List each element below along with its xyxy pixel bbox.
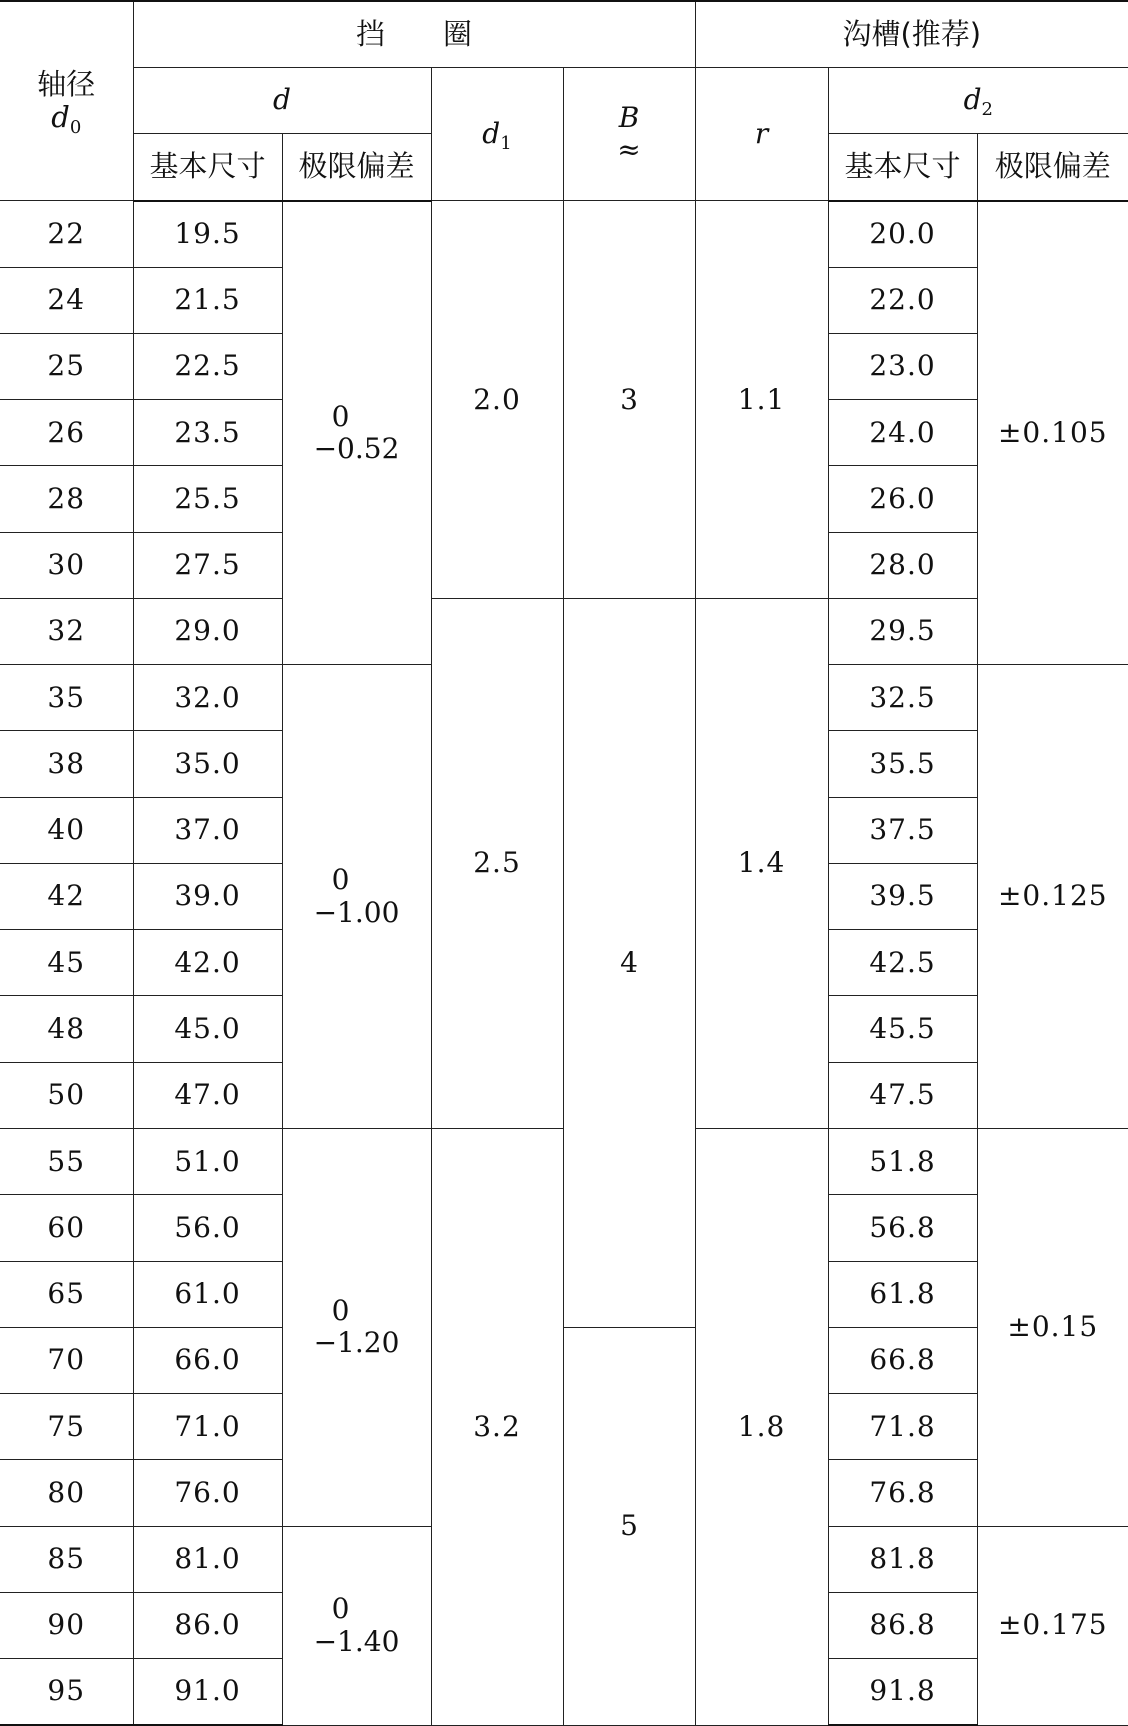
cell-d0: 24: [0, 267, 133, 333]
cell-d2-tolerance: ±0.175: [977, 1526, 1128, 1725]
header-d: d: [133, 67, 431, 133]
cell-d: 81.0: [133, 1526, 282, 1592]
cell-d2: 32.5: [828, 665, 977, 731]
cell-d0: 50: [0, 1062, 133, 1128]
cell-d2: 66.8: [828, 1327, 977, 1393]
header-shaft-diameter-label: 轴径: [37, 66, 96, 101]
cell-d2: 37.5: [828, 797, 977, 863]
cell-d: 91.0: [133, 1659, 282, 1725]
cell-d0: 65: [0, 1261, 133, 1327]
cell-d1: 2.0: [431, 201, 563, 599]
cell-d0: 35: [0, 665, 133, 731]
cell-d-tolerance: 0 −1.40: [282, 1526, 431, 1725]
approx-symbol: ≈: [617, 133, 641, 167]
cell-d: 42.0: [133, 930, 282, 996]
cell-d: 47.0: [133, 1062, 282, 1128]
table-row: [0, 1327, 1128, 1393]
cell-d2-tolerance: ±0.125: [977, 665, 1128, 1129]
cell-d2: 51.8: [828, 1129, 977, 1195]
cell-B: 3: [563, 201, 695, 599]
header-row-1: [0, 1, 1128, 67]
table-row: [0, 201, 1128, 267]
cell-d1: 3.2: [431, 1129, 563, 1725]
cell-d0: 28: [0, 466, 133, 532]
cell-d: 27.5: [133, 532, 282, 598]
header-d1: $d_1$: [431, 67, 563, 201]
cell-d2: 76.8: [828, 1460, 977, 1526]
cell-d2: 45.5: [828, 996, 977, 1062]
cell-d2: 35.5: [828, 731, 977, 797]
cell-d0: 22: [0, 201, 133, 267]
cell-d2: 26.0: [828, 466, 977, 532]
cell-d0: 80: [0, 1460, 133, 1526]
cell-d0: 85: [0, 1526, 133, 1592]
header-d2: $d_2$: [828, 67, 1128, 133]
cell-d: 61.0: [133, 1261, 282, 1327]
header-shaft-diameter-symbol: $d_0$: [51, 100, 82, 139]
cell-d2: 39.5: [828, 863, 977, 929]
cell-d2: 42.5: [828, 930, 977, 996]
cell-d2: 56.8: [828, 1195, 977, 1261]
cell-d0: 45: [0, 930, 133, 996]
cell-d0: 70: [0, 1327, 133, 1393]
cell-d2: 22.0: [828, 267, 977, 333]
header-basic-size: 基本尺寸: [133, 134, 282, 201]
cell-d0: 26: [0, 400, 133, 466]
cell-d: 19.5: [133, 201, 282, 267]
cell-d0: 25: [0, 333, 133, 399]
cell-d: 21.5: [133, 267, 282, 333]
cell-d: 25.5: [133, 466, 282, 532]
cell-d: 39.0: [133, 863, 282, 929]
cell-d2: 24.0: [828, 400, 977, 466]
cell-d0: 30: [0, 532, 133, 598]
cell-d1: 2.5: [431, 598, 563, 1128]
cell-d2: 47.5: [828, 1062, 977, 1128]
cell-d0: 32: [0, 598, 133, 664]
header-retaining-ring: 挡 圈: [133, 1, 695, 67]
cell-B: 4: [563, 598, 695, 1327]
cell-d2-tolerance: ±0.105: [977, 201, 1128, 665]
cell-r: 1.4: [695, 598, 828, 1128]
cell-d2-tolerance: ±0.15: [977, 1129, 1128, 1527]
cell-d: 56.0: [133, 1195, 282, 1261]
cell-d: 35.0: [133, 731, 282, 797]
cell-d0: 90: [0, 1592, 133, 1658]
cell-d2: 20.0: [828, 201, 977, 267]
header-groove: 沟槽(推荐): [695, 1, 1128, 67]
header-r: r: [695, 67, 828, 201]
cell-d0: 40: [0, 797, 133, 863]
cell-B: 5: [563, 1327, 695, 1725]
cell-d2: 23.0: [828, 333, 977, 399]
header-B: B ≈: [563, 67, 695, 201]
cell-d0: 38: [0, 731, 133, 797]
cell-d2: 86.8: [828, 1592, 977, 1658]
cell-d: 29.0: [133, 598, 282, 664]
cell-d0: 95: [0, 1659, 133, 1725]
cell-d0: 42: [0, 863, 133, 929]
cell-d: 51.0: [133, 1129, 282, 1195]
header-row-2: [0, 67, 1128, 133]
cell-d0: 55: [0, 1129, 133, 1195]
cell-d: 22.5: [133, 333, 282, 399]
cell-d2: 29.5: [828, 598, 977, 664]
cell-r: 1.8: [695, 1129, 828, 1725]
cell-r: 1.1: [695, 201, 828, 599]
cell-d2: 81.8: [828, 1526, 977, 1592]
cell-d: 37.0: [133, 797, 282, 863]
header-groove-limit-deviation: 极限偏差: [977, 134, 1128, 201]
cell-d0: 75: [0, 1394, 133, 1460]
cell-d: 23.5: [133, 400, 282, 466]
cell-d2: 71.8: [828, 1394, 977, 1460]
cell-d0: 48: [0, 996, 133, 1062]
cell-d2: 28.0: [828, 532, 977, 598]
cell-d: 66.0: [133, 1327, 282, 1393]
cell-d0: 60: [0, 1195, 133, 1261]
cell-d: 86.0: [133, 1592, 282, 1658]
cell-d-tolerance: 0 −1.00: [282, 665, 431, 1129]
header-groove-basic-size: 基本尺寸: [828, 134, 977, 201]
cell-d: 45.0: [133, 996, 282, 1062]
header-limit-deviation: 极限偏差: [282, 134, 431, 201]
table-row: [0, 598, 1128, 664]
cell-d2: 91.8: [828, 1659, 977, 1725]
cell-d2: 61.8: [828, 1261, 977, 1327]
cell-d: 32.0: [133, 665, 282, 731]
header-shaft-diameter: [0, 1, 133, 201]
cell-d-tolerance: 0 −0.52: [282, 201, 431, 665]
cell-d: 76.0: [133, 1460, 282, 1526]
cell-d-tolerance: 0 −1.20: [282, 1129, 431, 1527]
cell-d: 71.0: [133, 1394, 282, 1460]
